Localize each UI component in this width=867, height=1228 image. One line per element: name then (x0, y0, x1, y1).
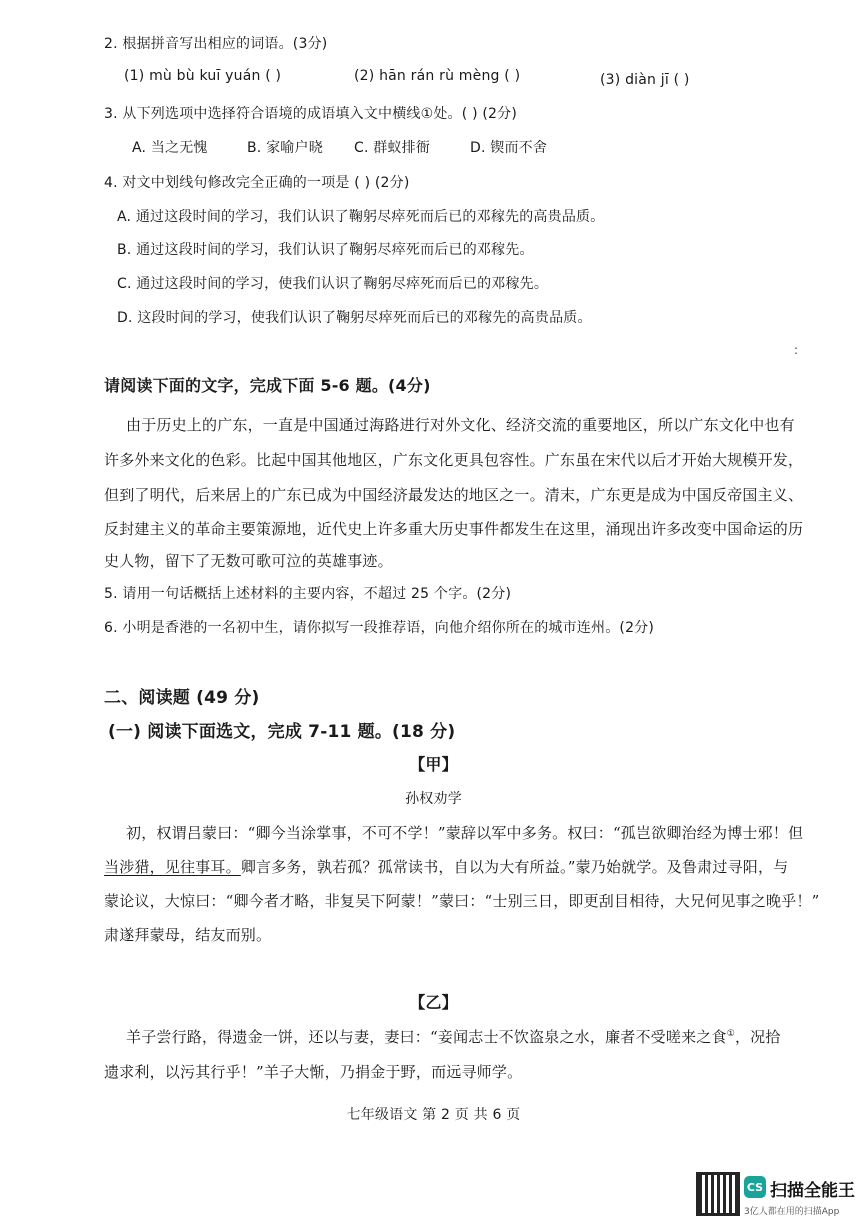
yi-line-2: 遗求利，以污其行乎！”羊子大惭，乃捐金于野，而远寻师学。 (104, 1063, 523, 1081)
jia-label: 【甲】 (409, 755, 458, 774)
scanner-watermark (692, 1168, 867, 1228)
section2-subtitle: (一) 阅读下面选文，完成 7-11 题。(18 分) (108, 722, 456, 742)
reading1-line-5: 史人物，留下了无数可歌可泣的英雄事迹。 (104, 552, 393, 570)
jia-underlined-sentence: 当涉猎，见往事耳。 (104, 858, 241, 876)
reading1-heading: 请阅读下面的文字，完成下面 5-6 题。(4分) (104, 376, 431, 395)
q6-stem: 6. 小明是香港的一名初中生，请你拟写一段推荐语，向他介绍你所在的城市连州。(2分) (104, 620, 655, 636)
jia-line-2 (104, 856, 788, 877)
jia-line-4: 肃遂拜蒙母，结友而别。 (104, 926, 272, 944)
scanner-app-name: 扫描全能王 (770, 1181, 855, 1201)
reading1-line-4: 反封建主义的革命主要策源地，近代史上许多重大历史事件都发生在这里，涌现出许多改变中国命运的历 (104, 520, 804, 538)
q2-stem: 2. 根据拼音写出相应的词语。(3分) (104, 36, 328, 52)
q4-option-a: A. 通过这段时间的学习，我们认识了鞠躬尽瘁死而后已的邓稼先的高贵品质。 (117, 209, 605, 225)
scan-speck: : (794, 343, 799, 357)
reading1-line-3: 但到了明代，后来居上的广东已成为中国经济最发达的地区之一。清末，广东更是成为中国反帝国主义、 (104, 486, 804, 504)
q4-option-d: D. 这段时间的学习，使我们认识了鞠躬尽瘁死而后已的邓稼先的高贵品质。 (117, 310, 592, 326)
reading1-line-2: 许多外来文化的色彩。比起中国其他地区，广东文化更具包容性。广东虽在宋代以后才开始大规模开发， (104, 451, 804, 469)
page-footer: 七年级语文 第 2 页 共 6 页 (346, 1107, 521, 1123)
q3-option-a: A. 当之无愧 (132, 140, 208, 156)
camscanner-logo-icon: CS (744, 1176, 766, 1198)
q3-option-c: C. 群蚁排衙 (354, 140, 431, 156)
yi-label: 【乙】 (409, 993, 458, 1012)
jia-line-2-rest: 卿言多务，孰若孤？孤常读书，自以为大有所益。”蒙乃始就学。及鲁肃过寻阳，与 (240, 858, 789, 876)
jia-line-3: 蒙论议，大惊曰：“卿今者才略，非复吴下阿蒙！”蒙曰：“士别三日，即更刮目相待，大兄何见事之晚乎！” (104, 892, 820, 910)
q3-option-b: B. 家喻户晓 (247, 140, 323, 156)
jia-title: 孙权劝学 (405, 791, 462, 807)
yi-line-1-text: 羊子尝行路，得遗金一饼，还以与妻，妻曰：“妾闻志士不饮盗泉之水，廉者不受嗟来之食 (126, 1028, 727, 1046)
reading1-line-1: 由于历史上的广东，一直是中国通过海路进行对外文化、经济交流的重要地区，所以广东文化中也有 (126, 416, 795, 434)
scanner-tagline: 3亿人都在用的扫描App (744, 1207, 840, 1217)
section2-title: 二、阅读题 (49 分) (104, 688, 260, 708)
q2-item-2: (2) hān rán rù mèng ( ) (354, 68, 521, 84)
qr-code-icon (696, 1172, 740, 1216)
q2-item-1: (1) mù bù kuī yuán ( ) (124, 68, 282, 84)
yi-footnote-mark: ① (726, 1029, 735, 1039)
q3-option-d: D. 锲而不舍 (470, 140, 548, 156)
q2-item-3: (3) diàn jī ( ) (600, 72, 690, 88)
q4-option-c: C. 通过这段时间的学习，使我们认识了鞠躬尽瘁死而后已的邓稼先。 (117, 276, 549, 292)
q4-stem: 4. 对文中划线句修改完全正确的一项是 ( ) (2分) (104, 175, 410, 191)
yi-line-1 (126, 1026, 781, 1047)
q3-stem: 3. 从下列选项中选择符合语境的成语填入文中横线①处。( ) (2分) (104, 106, 518, 122)
yi-line-1-end: ，况拾 (734, 1028, 781, 1046)
q4-option-b: B. 通过这段时间的学习，我们认识了鞠躬尽瘁死而后已的邓稼先。 (117, 242, 534, 258)
q5-stem: 5. 请用一句话概括上述材料的主要内容，不超过 25 个字。(2分) (104, 586, 512, 602)
jia-line-1: 初，权谓吕蒙曰：“卿今当涂掌事，不可不学！”蒙辞以军中多务。权曰：“孤岂欲卿治经为博士邪！但 (126, 824, 804, 842)
